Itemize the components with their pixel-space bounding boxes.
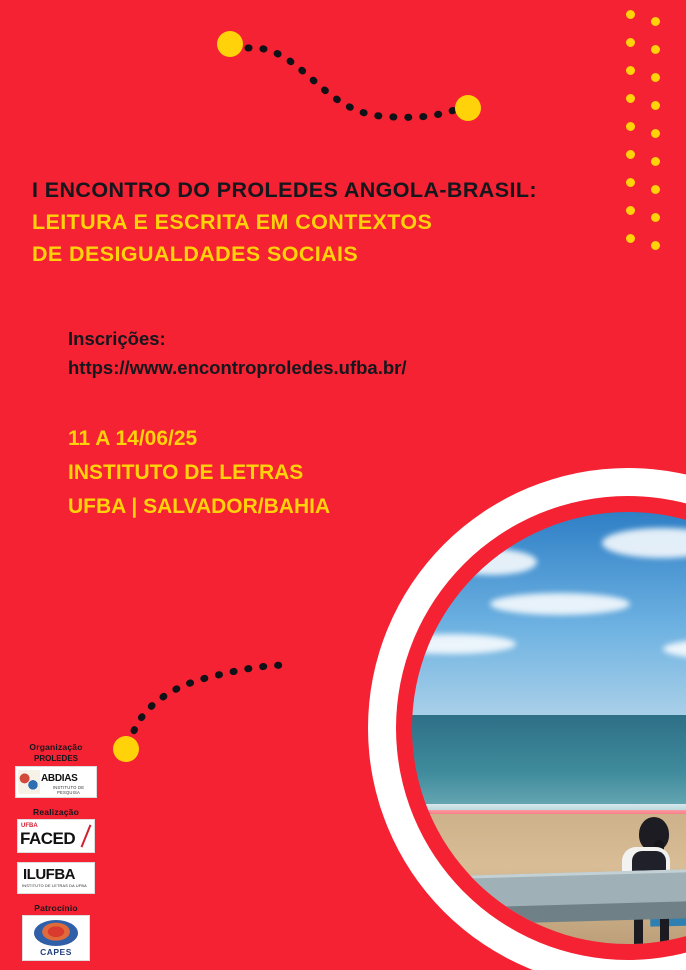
registration-label: Inscrições: — [68, 328, 166, 349]
photo-circle-outer-ring — [368, 468, 686, 970]
title-line-1: I ENCONTRO DO PROLEDES ANGOLA-BRASIL: — [32, 178, 537, 202]
beach-photo — [412, 512, 686, 944]
organization-label: Organização — [29, 742, 83, 752]
faced-logo — [17, 819, 95, 853]
faced-logo-name: FACED — [20, 829, 76, 848]
faced-logo-institution: UFBA — [21, 823, 38, 829]
abdias-logo — [15, 766, 97, 798]
title-line-2: LEITURA E ESCRITA EM CONTEXTOS — [32, 209, 433, 234]
decorative-dot-grid — [626, 10, 666, 260]
funding-label: Patrocínio — [34, 903, 78, 913]
capes-logo-mark — [34, 920, 78, 946]
event-place: UFBA | SALVADOR/BAHIA — [68, 495, 331, 519]
title-line-3: DE DESIGUALDADES SOCIAIS — [32, 241, 359, 266]
capes-logo-name: CAPES — [40, 947, 72, 957]
decorative-dotted-curve-bottom — [100, 645, 320, 765]
page-title — [32, 175, 592, 270]
abdias-logo-name: ABDIAS — [41, 773, 78, 784]
ilufba-logo — [17, 862, 95, 894]
capes-logo — [22, 915, 90, 961]
realization-label: Realização — [33, 807, 79, 817]
photo-sea — [412, 715, 686, 810]
faced-logo-slash — [81, 824, 92, 847]
sponsors-section — [8, 742, 104, 970]
organization-name: PROLEDES — [33, 754, 78, 763]
decorative-dotted-curve-top — [210, 18, 510, 138]
photo-sky — [412, 512, 686, 715]
ilufba-logo-subtitle: INSTITUTO DE LETRAS DA UFBA — [22, 884, 87, 888]
abdias-logo-mark — [18, 770, 40, 794]
abdias-logo-subtitle: INSTITUTO DE PESQUISA — [52, 785, 85, 795]
event-dates: 11 A 14/06/25 — [68, 427, 198, 450]
photo-circle-inner-ring — [396, 496, 686, 960]
registration-block — [68, 325, 648, 382]
registration-url[interactable]: https://www.encontroproledes.ufba.br/ — [68, 356, 407, 378]
ilufba-logo-name: ILUFBA — [23, 866, 75, 883]
event-venue: INSTITUTO DE LETRAS — [68, 461, 304, 485]
